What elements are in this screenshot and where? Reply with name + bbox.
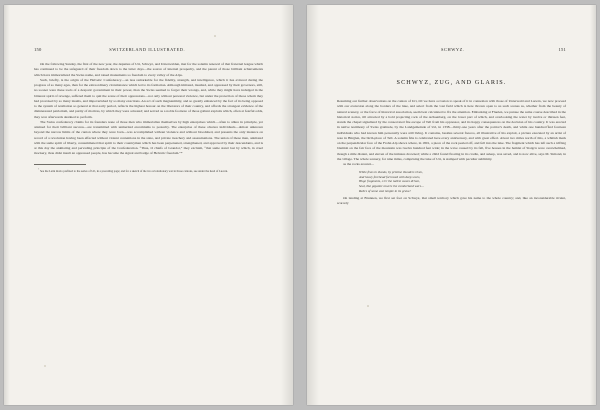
- footnote-marker: *: [38, 167, 40, 171]
- verse-line: While fixes in thanks, by pristine thunders riven,: [359, 170, 423, 175]
- chapter-title: SCHWYZ, ZUG, AND GLARIS.: [396, 79, 507, 86]
- right-running-head: [337, 47, 566, 53]
- left-running-head: [34, 47, 263, 53]
- verse-line: Seal, like gigantic towers the cumberland wars—: [359, 184, 424, 189]
- paragraph: On the following Sunday, the first of the new year, the deputies of Uri, Schwyz, and Unterwalden, met for the solemn renewal of that fraternal league which has continued to be the safeguard of their freedom down to the latter days—the source of internal prosperity, and the parent of those brilliant achievements which have immortalized the Swiss name, and raised monuments so freedom to every valley of the Alps.: [34, 62, 263, 77]
- paragraph: The Swiss confederacy claims for its founders none of those men who immortalize themselves by high enterprises which—often to allure in principle, yet attained for their brilliant success—are transmitted with unmerited encomiums to posterity. The enterprise of these obscure individuals—almost unknown beyond the narrow limits of the canton where they were born—was accomplished without violence and without bloodshed, and presents the only instance on record of a revolution having been effected without violent contentions in the state, and private treachery and assassinations. The union of these men, animated with the same spirit of liberty, consummated that spirit to their countrymen which has been perpetuated, strengthened, and approved by their descendants, and is at this day the animating and pervading principle of the Confederation. “Thus, O chiefs of Grandor,” they exclaim, “that same stand lost by which, in cruel mockery, thou didst insult an oppressed people, has become the signal and badge of Helvetic freedom.”*: [34, 119, 263, 156]
- left-page-textblock: [34, 47, 263, 379]
- left-page-gutter-shading: [281, 5, 293, 405]
- footnote-divider: [34, 164, 86, 165]
- right-running-title: SCHWYZ.: [441, 47, 465, 52]
- verse-line: Relics of some vast temple in its grave!: [359, 188, 411, 193]
- right-page: [307, 5, 596, 405]
- verse-line: Huge fragments, o’er the tallest waves driven,: [359, 179, 420, 184]
- paragraph: On landing at Brunnen, we first set foot on Schwyz, that small territory which gave his name to the whole country; and, like an inconsiderable rivulet, scarcely: [337, 196, 566, 206]
- left-running-title: SWITZERLAND ILLUSTRATED.: [109, 47, 186, 52]
- right-folio-number: 151: [558, 47, 566, 52]
- verse-lead-in: as the rocks around—: [343, 162, 375, 166]
- verse-line: And heavy forehead furrowed with deep scars,: [359, 174, 421, 179]
- left-page: [4, 5, 293, 405]
- paragraph: Such, briefly, is the origin of the Helvetic Confederacy—an less remarkable for the fidelity, strength, and intelligence, which it has evinced during the progress of so many ages, than for the extraordinary circumstance which led to its formation. Although imitated, insulted, and oppressed by their governors, still, no sooner were these tools of a despotic government in their power, than the Swiss seemed to forget their wrongs, and, while they might have indulged in the bitterest spirit of revenge, suffered them to quit the scene of their oppressions—not only without personal violence, but under the protection of those whom they had provoked by so many insults, and impoverished by so many exactions. An act of such magnanimity, and so greatly enhanced by the fact of its being opposed to the system of retaliation so general at that early period, reflects the highest honour on the liberators of their country, and affords the strongest evidence of the disinterested patriotism, and purity of motives, by which they were actuated; and served as a noble footnote of those gallant exploits which, often at fearful odds, they won afterwards destined to perform.: [34, 77, 263, 119]
- left-folio-number: 150: [34, 47, 42, 52]
- footnote: [34, 168, 263, 173]
- left-page-edge-shading: [4, 5, 10, 405]
- paper-speck: [214, 35, 216, 37]
- paragraph: Resuming our further observations on the canton of Uri, till we have occasion to speak of it in connexion with those of Unterwald and Lucern, we now proceed with our excursion along the borders of the lake, and select from the vast field which is here thrown open to us such scenes as, whether from the beauty of natural scenery, or the force of historical association, seem best calculated to fix the attention. Embarking at Fluelen, we pursue the same course described in the historical notice, till attracted by a bold projecting rock of the Achsenberg, on the lower part of which, and overlooking the water by twelve or thirteen feet, stands the chapel signalized by the consecrated fire escape of Tell from his oppressor, and its happy consequences on the decision of his country. It was erected in native testimony of Swiss gratitude, by the Landgemeinde of Uri, in 1338—thirty-one years after the patriot’s death, and while one hundred and fourteen individuals who had known him personally were still living. It contains, besides several frescos, all illustrative of his exploit, a picture executed by an artist of note in Bürglen, the birth-place of Tell. A solemn fête is celebrated here every anniversary, and with great effect. About two miles north of this, a whitish mark on the perpendicular face of the Frohn Alp shows where, in 1801, a piece of the rock peeled off, and fell into the lake. The fragment which has left such a trifling blemish on the fair face of the mountain was twelve hundred feet wide; in the wave caused by its fall, five houses in the hamlet of Sisigcn were overwhelmed, though a mile distant, and eleven of the inmates drowned; while a child found floating in its cradle, and asleep, was saved, and is now alive, says M. Simond, in the village. The whole scenery, for nine miles, comprising the lake of Uri, is stamped with peculiar sublimity.: [337, 99, 566, 161]
- right-page-textblock: [337, 47, 566, 379]
- right-page-gutter-shading: [307, 5, 319, 405]
- verse-quotation: [359, 170, 566, 193]
- right-page-edge-shading: [590, 5, 596, 405]
- footnote-text: See the Latin motto prefixed to the series of Uri, in a preceding page; and for a sketch of the two revolutionary war in those cantons, see under the head of Lucern.: [39, 168, 228, 173]
